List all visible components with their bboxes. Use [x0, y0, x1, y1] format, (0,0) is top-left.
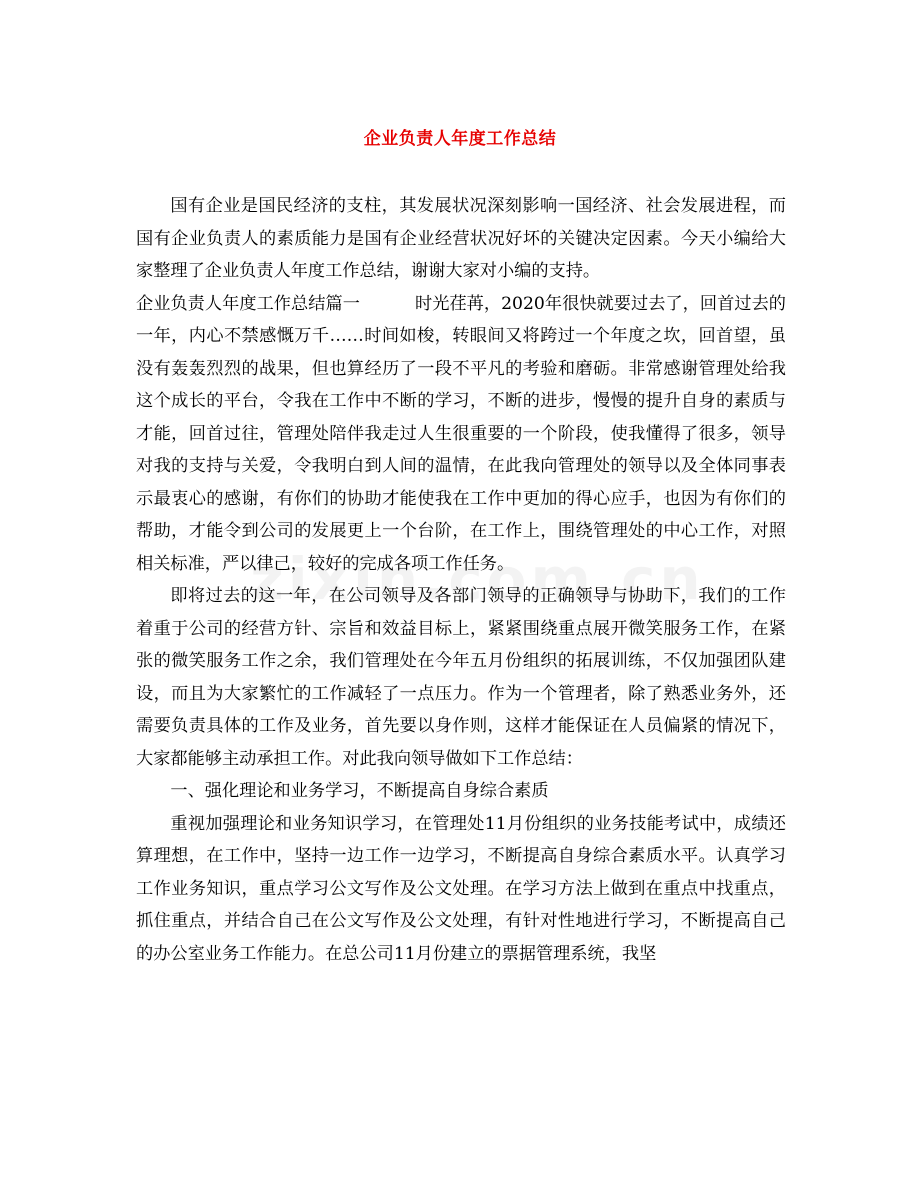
document-title: 企业负责人年度工作总结: [363, 129, 557, 149]
section-heading: 企业负责人年度工作总结篇一: [136, 293, 360, 314]
section-body: 时光荏苒，2020年很快就要过去了，回首过去的一年，内心不禁感慨万千……时间如梭，转眼间又将跨过一个年度之坎，回首望，虽没有轰轰烈烈的战果，但也算经历了一段不平凡的考验和磨砺。非常感谢管理处给我这个成长的平台，令我在工作中不断的学习，不断的进步，慢慢的提升自身的素质与才能，回首过往，管理处陪伴我走过人生很重要的一个阶段，使我懂得了很多，领导对我的支持与关爱，令我明白到人间的温情，在此我向管理处的领导以及全体同事表示最衷心的感谢，有你们的协助才能使我在工作中更加的得心应手，也因为有你们的帮助，才能令到公司的发展更上一个台阶，在工作上，围绕管理处的中心工作，对照相关标准，严以律己，较好的完成各项工作任务。: [136, 293, 786, 574]
document-body: [136, 190, 786, 970]
section-paragraph: [136, 288, 786, 581]
subheading-1: 一、强化理论和业务学习，不断提高自身综合素质: [170, 781, 549, 801]
paragraph-3: 重视加强理论和业务知识学习，在管理处11月份组织的业务技能考试中，成绩还算理想，在工作中，坚持一边工作一边学习，不断提高自身综合素质水平。认真学习工作业务知识，重点学习公文写作及公文处理。在学习方法上做到在重点中找重点，抓住重点，并结合自己在公文写作及公文处理，有针对性地进行学习，不断提高自己的办公室业务工作能力。在总公司11月份建立的票据管理系统，我坚: [136, 813, 786, 964]
intro-paragraph: 国有企业是国民经济的支柱，其发展状况深刻影响一国经济、社会发展进程，而国有企业负责人的素质能力是国有企业经营状况好坏的关键决定因素。今天小编给大家整理了企业负责人年度工作总结，谢谢大家对小编的支持。: [136, 196, 786, 281]
paragraph-2: 即将过去的这一年，在公司领导及各部门领导的正确领导与协助下，我们的工作着重于公司的经营方针、宗旨和效益目标上，紧紧围绕重点展开微笑服务工作，在紧张的微笑服务工作之余，我们管理处在今年五月份组织的拓展训练，不仅加强团队建设，而且为大家繁忙的工作减轻了一点压力。作为一个管理者，除了熟悉业务外，还需要负责具体的工作及业务，首先要以身作则，这样才能保证在人员偏紧的情况下，大家都能够主动承担工作。对此我向领导做如下工作总结：: [136, 586, 786, 769]
